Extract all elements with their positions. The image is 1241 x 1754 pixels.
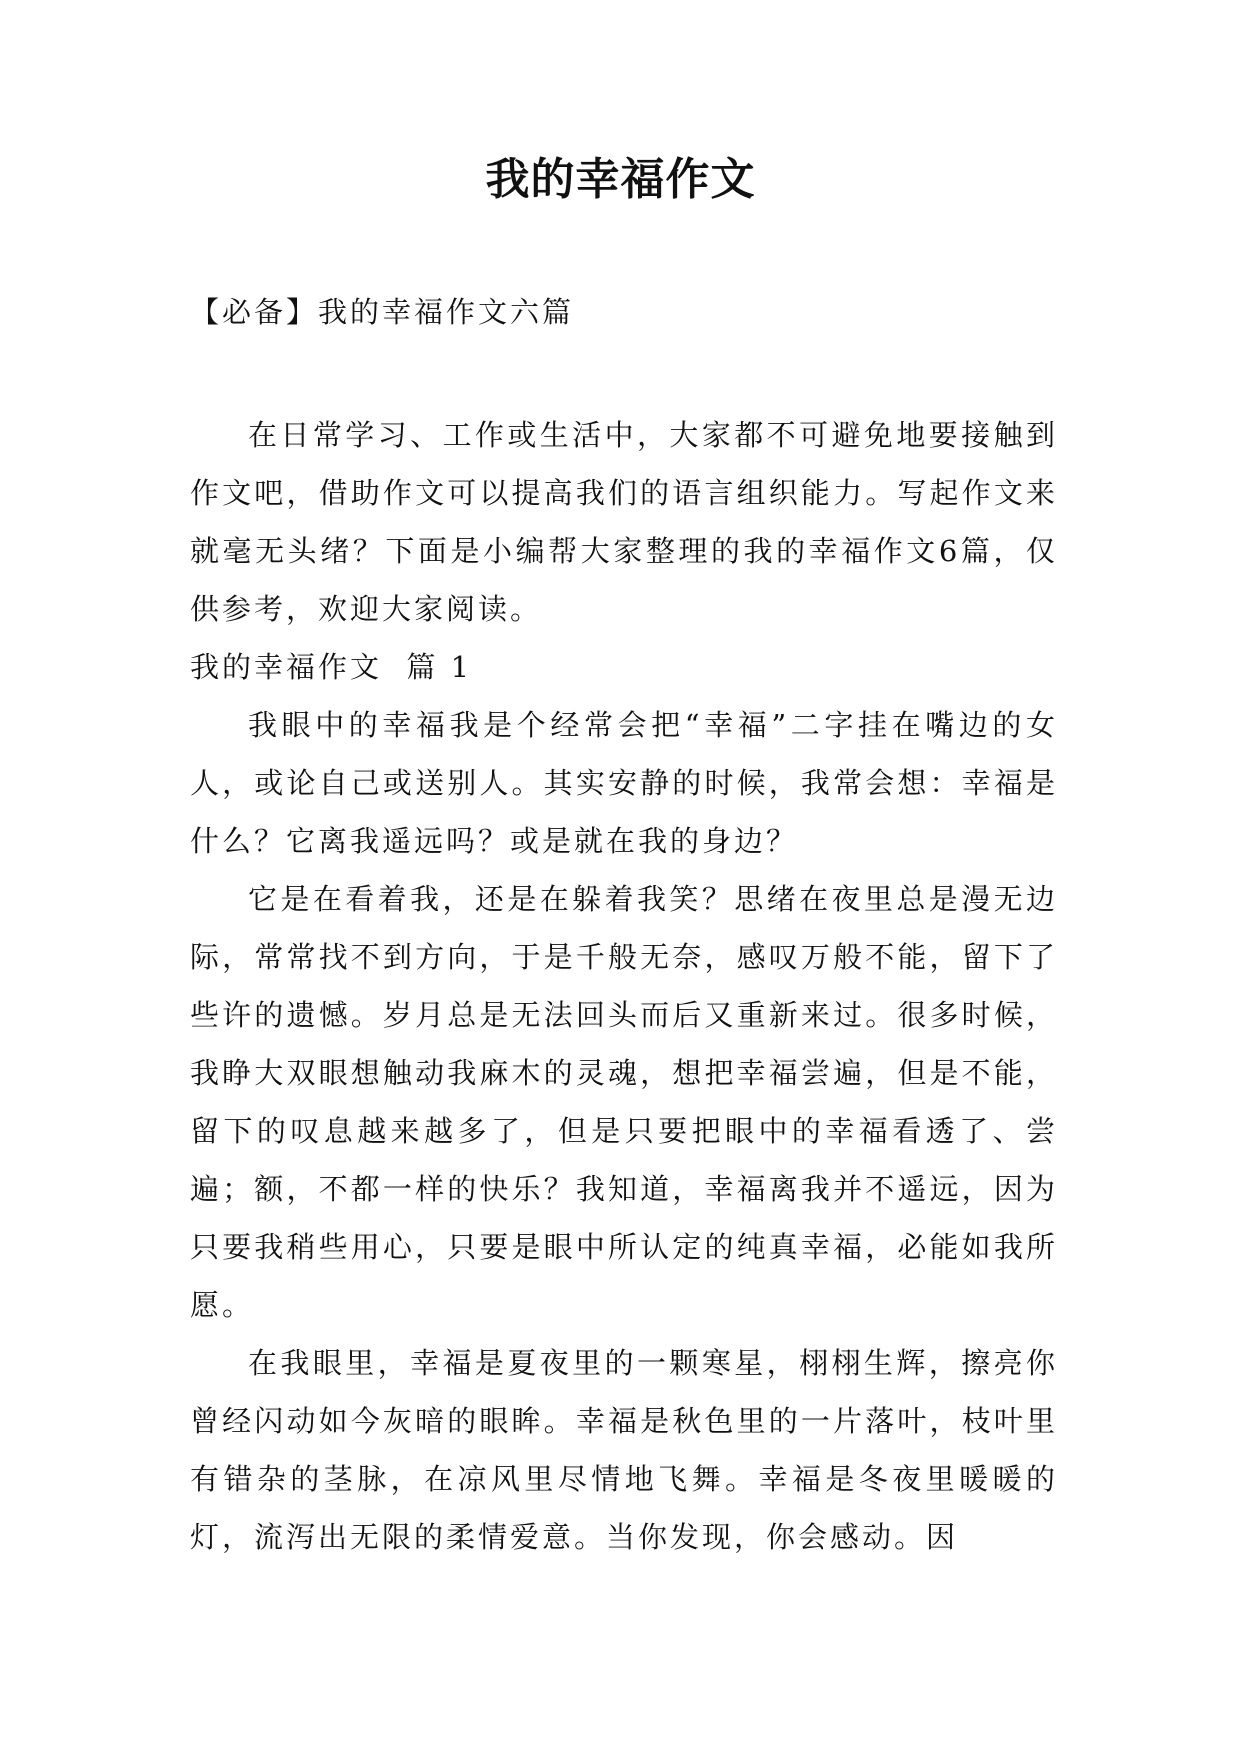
intro-paragraph: 在日常学习、工作或生活中，大家都不可避免地要接触到作文吧，借助作文可以提高我们的语言组织能力。写起作文来就毫无头绪？下面是小编帮大家整理的我的幸福作文6篇，仅供参考，欢迎大家阅读。: [190, 418, 1058, 626]
body-paragraph: 在我眼里，幸福是夏夜里的一颗寒星，栩栩生辉，擦亮你曾经闪动如今灰暗的眼眸。幸福是秋色里的一片落叶，枝叶里有错杂的茎脉，在凉风里尽情地飞舞。幸福是冬夜里暖暖的灯，流泻出无限的柔情爱意。当你发现，你会感动。因: [190, 1346, 1058, 1554]
document-title: 我的幸福作文: [485, 154, 756, 205]
body-paragraph: 我眼中的幸福我是个经常会把“幸福”二字挂在嘴边的女人，或论自己或送别人。其实安静的时候，我常会想：幸福是什么？它离我遥远吗？或是就在我的身边？: [190, 708, 1058, 858]
document-body: [190, 406, 1058, 1566]
body-paragraph: 它是在看着我，还是在躲着我笑？思绪在夜里总是漫无边际，常常找不到方向，于是千般无奈，感叹万般不能，留下了些许的遗憾。岁月总是无法回头而后又重新来过。很多时候，我睁大双眼想触动我麻木的灵魂，想把幸福尝遍，但是不能，留下的叹息越来越多了，但是只要把眼中的幸福看透了、尝遍；额，不都一样的快乐？我知道，幸福离我并不遥远，因为只要我稍些用心，只要是眼中所认定的纯真幸福，必能如我所愿。: [190, 882, 1058, 1322]
document-subtitle: 【必备】我的幸福作文六篇: [190, 295, 575, 329]
section-heading: 我的幸福作文 篇 1: [190, 650, 473, 684]
